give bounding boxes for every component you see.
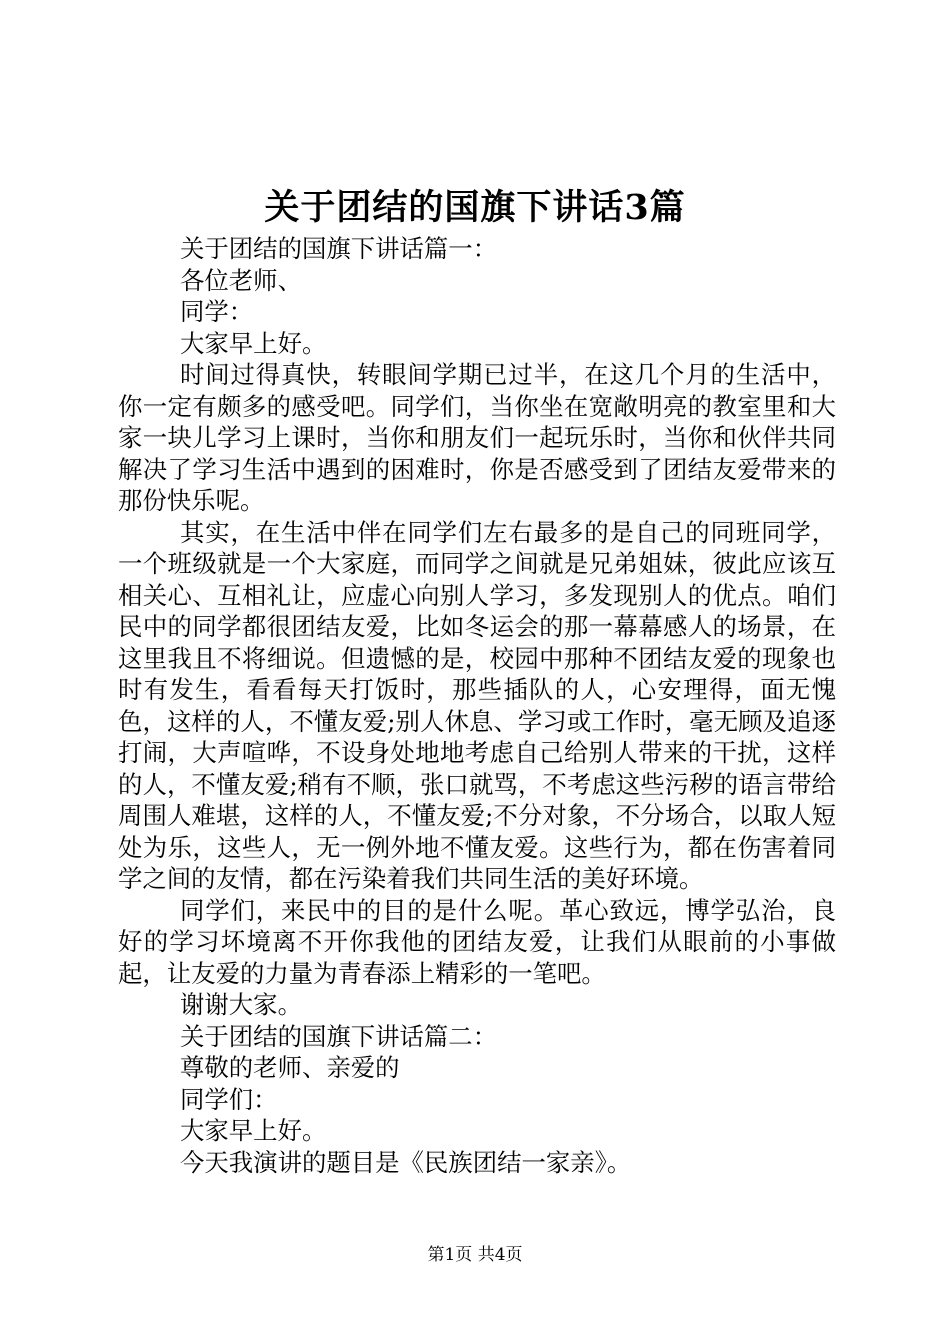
speech-heading-1: 关于团结的国旗下讲话篇一： bbox=[180, 234, 498, 263]
paragraph: 同学们，来民中的目的是什么呢。革心致远，博学弘治，良好的学习坏境离不开你我他的团结友爱，让我们从眼前的小事做起，让友爱的力量为青春添上精彩的一笔吧。 bbox=[118, 895, 836, 988]
greeting-line: 大家早上好。 bbox=[180, 328, 327, 358]
salutation-line: 同学： bbox=[180, 297, 254, 326]
page-footer: 第1页 共4页 bbox=[427, 1245, 523, 1265]
speech-heading-2: 关于团结的国旗下讲话篇二： bbox=[180, 1021, 498, 1051]
document-body bbox=[118, 233, 836, 1178]
paragraph: 时间过得真快，转眼间学期已过半，在这几个月的生活中，你一定有颇多的感受吧。同学们，当你坐在宽敞明亮的教室里和大家一块儿学习上课时，当你和朋友们一起玩乐时，当你和伙伴共同解决了学习生活中遇到的困难时，你是否感受到了团结友爱带来的那份快乐呢。 bbox=[118, 360, 836, 515]
paragraph: 其实，在生活中伴在同学们左右最多的是自己的同班同学，一个班级就是一个大家庭，而同学之间就是兄弟姐妹，彼此应该互相关心、互相礼让，应虚心向别人学习，多发现别人的优点。咱们民中的同学都很团结友爱，比如冬运会的那一幕幕感人的场景，在这里我且不将细说。但遗憾的是，校园中那种不团结友爱的现象也时有发生，看看每天打饭时，那些插队的人，心安理得，面无愧色，这样的人，不懂友爱;别人休息、学习或工作时，毫无顾及追逐打闹，大声喧哗，不设身处地地考虑自己给别人带来的干扰，这样的人，不懂友爱;稍有不顺，张口就骂，不考虑这些污秽的语言带给周围人难堪，这样的人，不懂友爱;不分对象，不分场合，以取人短处为乐，这些人，无一例外地不懂友爱。这些行为，都在伤害着同学之间的友情，都在污染着我们共同生活的美好环境。 bbox=[118, 517, 836, 893]
greeting-line: 大家早上好。 bbox=[180, 1116, 327, 1145]
topic-line: 今天我演讲的题目是《民族团结一家亲》。 bbox=[180, 1147, 632, 1177]
closing-line: 谢谢大家。 bbox=[180, 990, 302, 1019]
document-title: 关于团结的国旗下讲话3篇 bbox=[264, 187, 686, 228]
salutation-line: 各位老师、 bbox=[180, 265, 302, 295]
salutation-line: 同学们： bbox=[180, 1084, 278, 1114]
salutation-line: 尊敬的老师、亲爱的 bbox=[180, 1053, 400, 1082]
